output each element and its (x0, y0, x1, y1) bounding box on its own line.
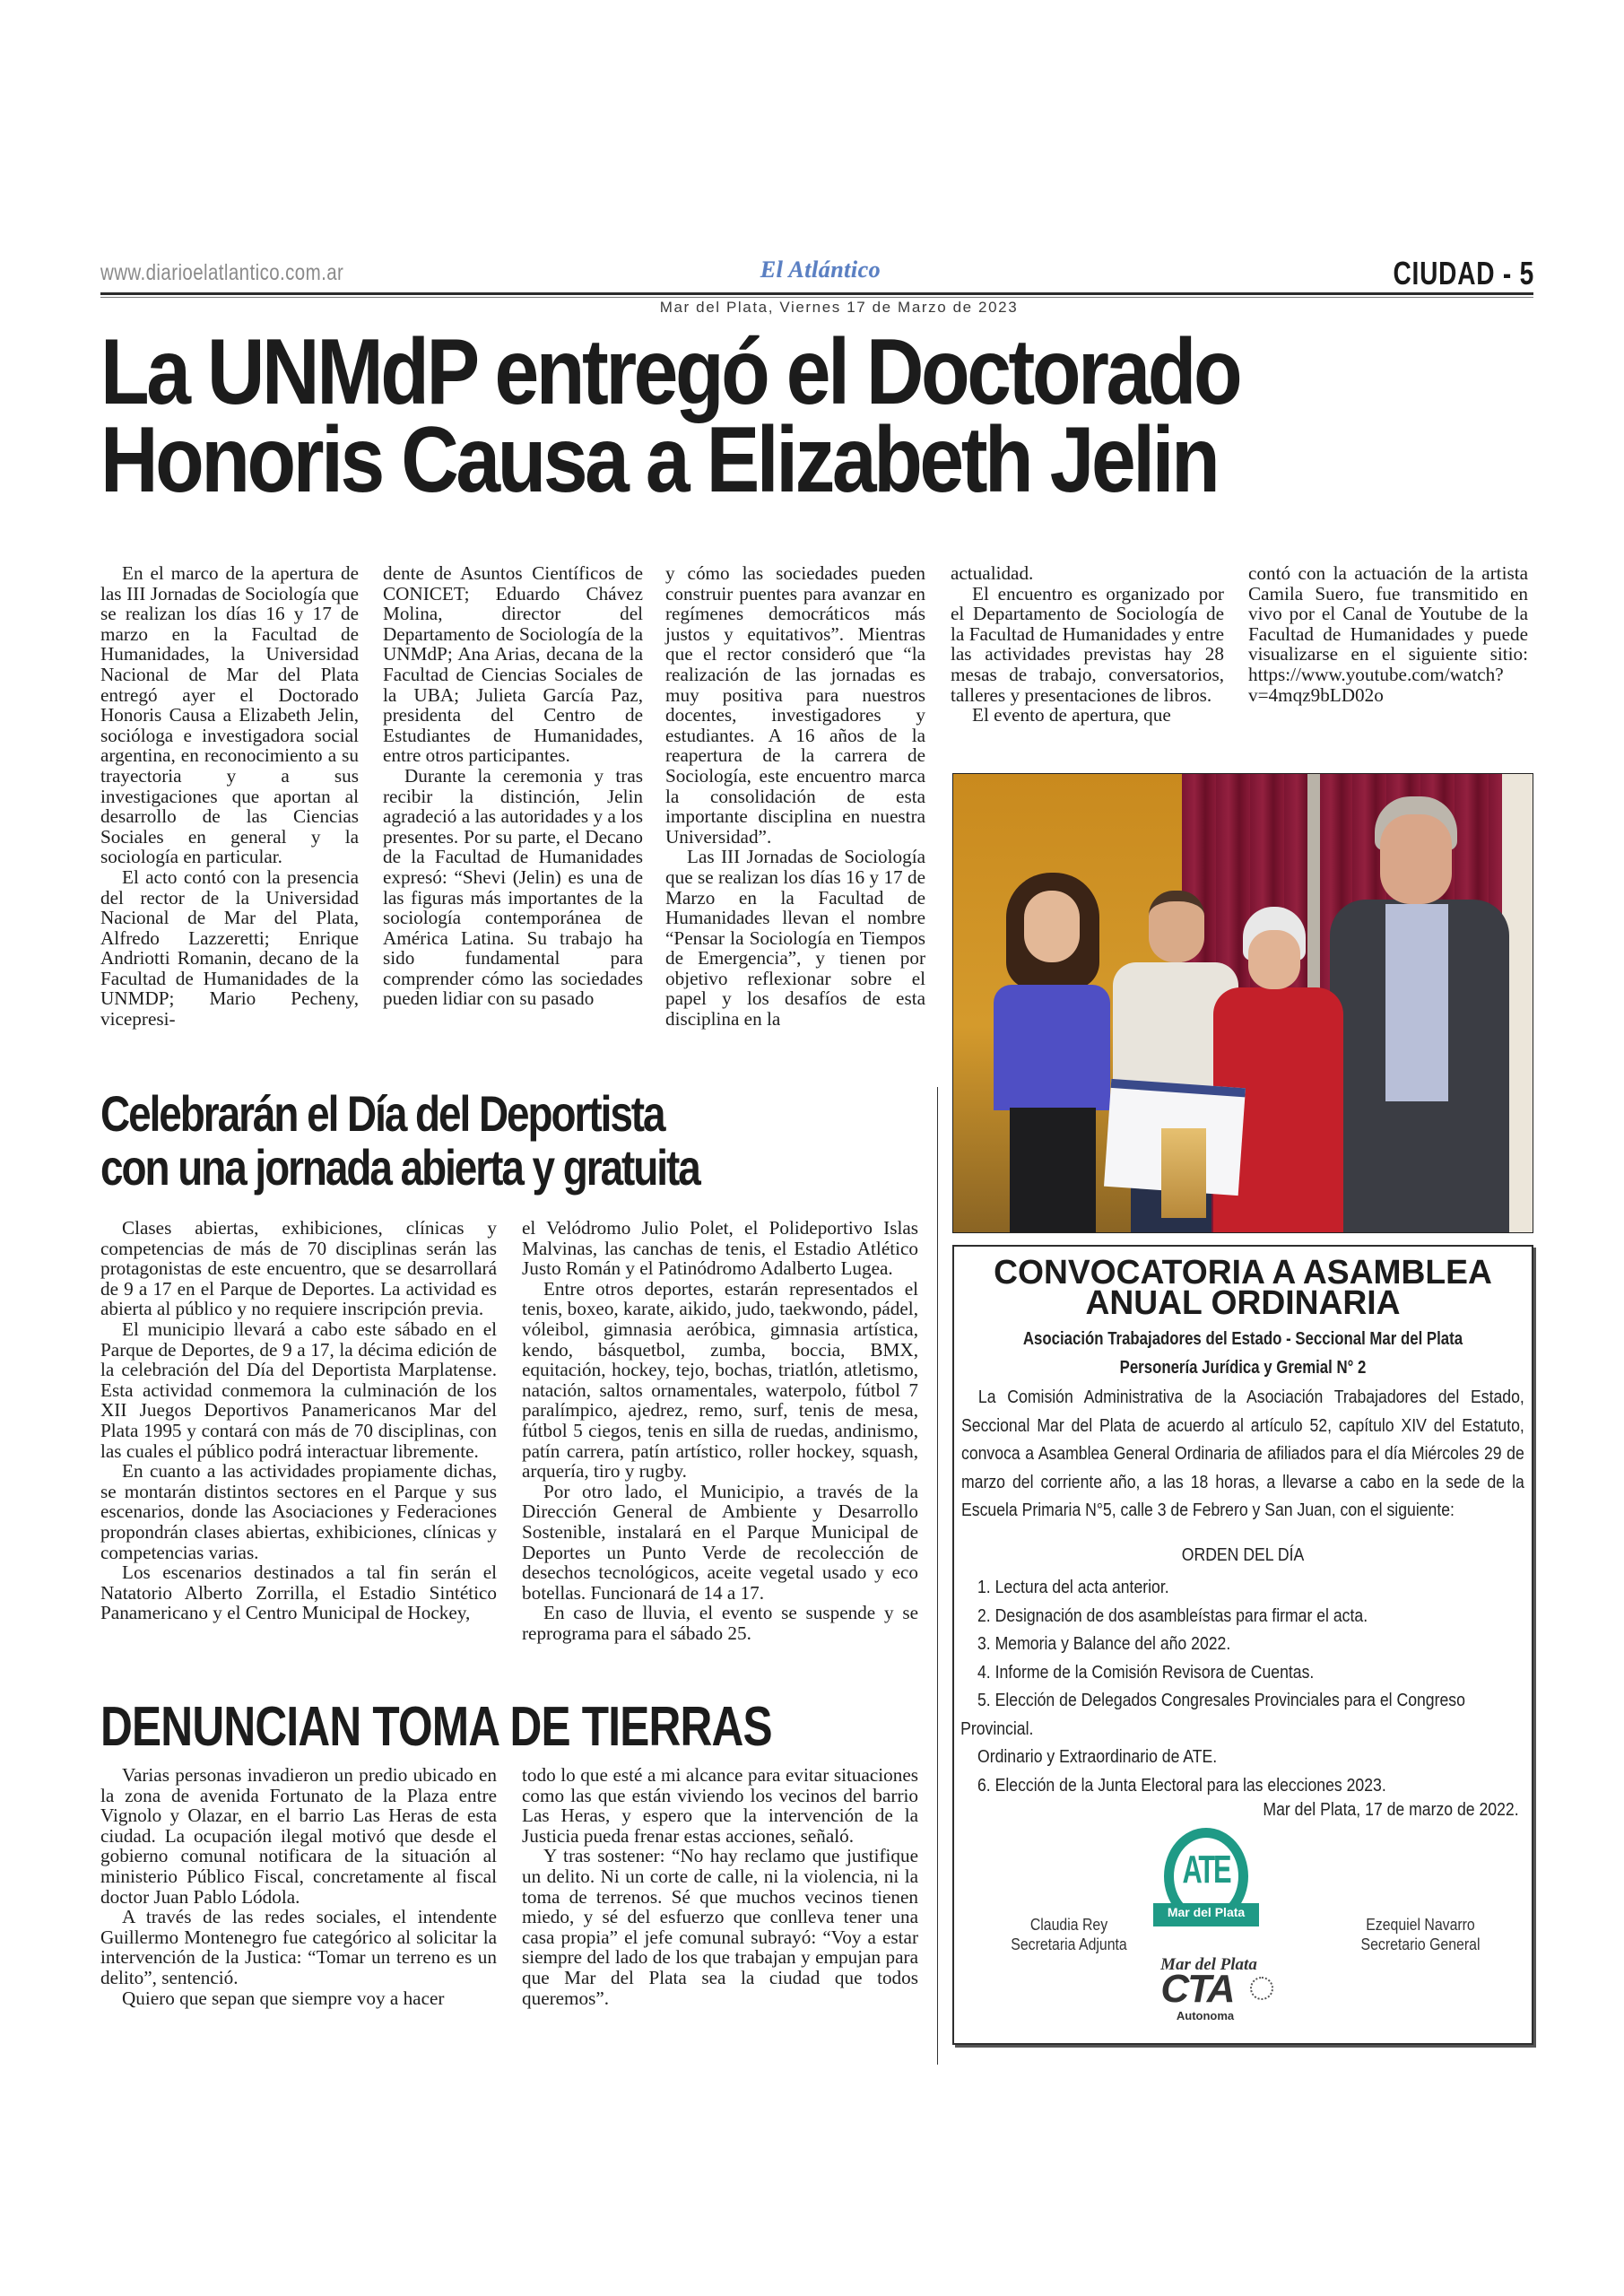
agenda-item-continuation: Ordinario y Extraordinario de ATE. (977, 1746, 1218, 1767)
photo-person-4 (1330, 796, 1509, 1233)
lead-article-column-5 (1248, 563, 1528, 705)
notice-date: Mar del Plata, 17 de marzo de 2022. (1263, 1799, 1519, 1820)
ate-logo-text: ATE (1182, 1848, 1230, 1892)
sports-headline (100, 1087, 806, 1195)
lead-article-column-3 (665, 563, 925, 1030)
photo-person-1 (994, 873, 1110, 1233)
paragraph: Clases abiertas, exhibiciones, clínicas y competencias de más de 70 disciplinas serán las protagonistas de este encuentro, que se desarrollará de 9 a 17 en el Parque de Deportes. La actividad es abierta al público y no requiere inscripción previa. (100, 1217, 497, 1320)
ate-logo-banner: Mar del Plata (1153, 1903, 1259, 1926)
lead-article-column-1 (100, 563, 359, 1030)
notice-body (961, 1383, 1524, 1525)
lead-headline-line1: La UNMdP entregó el Doctorado (100, 320, 1240, 424)
paragraph: El evento de apertura, que (972, 704, 1171, 726)
cta-logo-subtitle: Autonoma (1176, 2009, 1235, 2022)
header-rule (100, 292, 1533, 295)
notice-title-line2: ANUAL ORDINARIA (1085, 1284, 1401, 1322)
land-headline: DENUNCIAN TOMA DE TIERRAS (100, 1696, 772, 1758)
column-divider (937, 1087, 938, 2065)
sports-article-column-2 (522, 1218, 918, 1643)
paragraph: Por otro lado, el Municipio, a través de la Dirección General de Ambiente y Desarrollo Sostenible, instalará en el Parque Municipal de Deportes un Punto Verde de recolección de desechos tecnológicos, aceite vegetal usado y eco botellas. Funcionará de 14 a 17. (522, 1480, 918, 1604)
cta-logo-text: CTA (1160, 1967, 1234, 2011)
paragraph: actualidad. (951, 562, 1034, 584)
notice-paragraph: La Comisión Administrativa de la Asociación Trabajadores del Estado, Seccional Mar del Plata de acuerdo al artículo 52, capítulo XIV del Estatuto, convoca a Asamblea General Ordinaria de afiliados para el día Miércoles 29 de marzo del corriente año, a las 18 horas, a llevarse a cabo en la sede de la Escuela Primaria N°5, calle 3 de Febrero y San Juan, con el siguiente: (961, 1387, 1524, 1520)
agenda-item: 4. Informe de la Comisión Revisora de Cuentas. (977, 1661, 1315, 1683)
ceremony-photo (952, 773, 1533, 1233)
lead-headline (100, 320, 1334, 512)
paragraph: dente de Asuntos Científicos de CONICET; Eduardo Chávez Molina, director del Departamento de Sociología de la UNMdP; Ana Arias, decana de la Facultad de Ciencias Sociales de la UBA; Julieta García Paz, presidenta del Centro de Estudiantes de Humanidades, entre otros participantes. (383, 562, 643, 767)
photo-trophy (1161, 1128, 1206, 1218)
land-article-column-2 (522, 1765, 918, 2008)
sports-article-column-1 (100, 1218, 497, 1623)
cta-logo (1139, 1955, 1273, 2027)
paragraph: En caso de lluvia, el evento se suspende y se reprograma para el sábado 25. (522, 1602, 918, 1644)
paragraph: El acto contó con la presencia del rector de la Universidad Nacional de Mar del Plata, Alfredo Lazzeretti; Enrique Andriotti Romanin, decano de la Facultad de Humanidades de la UNMDP; Mario Pecheny, vicepresi- (100, 865, 359, 1031)
paragraph: Los escenarios destinados a tal fin serán el Natatorio Alberto Zorrilla, el Estadio Sintético Panamericano y el Centro Municipal de Hockey, (100, 1561, 497, 1624)
paragraph: En cuanto a las actividades propiamente dichas, se montarán distintos sectores en el Parque y sus escenarios, donde las Asociaciones y Federaciones propondrán clases abiertas, exhibiciones, clínicas y competencias varias. (100, 1460, 497, 1563)
sports-headline-line1: Celebrarán el Día del Deportista (100, 1085, 664, 1142)
newspaper-logo: El Atlántico (760, 257, 881, 283)
agenda-item: 2. Designación de dos asambleístas para firmar el acta. (977, 1605, 1368, 1626)
agenda-item: 3. Memoria y Balance del año 2022. (977, 1633, 1231, 1654)
paragraph: El encuentro es organizado por el Departamento de Sociología de la Facultad de Humanidades y entre las actividades previstas hay 28 mesas de trabajo, conversatorios, talleres y presentaciones de libros. (951, 582, 1224, 706)
signer-name: Ezequiel Navarro (1366, 1916, 1475, 1934)
ate-logo (1153, 1828, 1259, 1934)
paragraph: el Velódromo Julio Polet, el Polideportivo Islas Malvinas, las canchas de tenis, el Estadio Atlético Justo Román y el Patinódromo Adalberto Lugea. (522, 1217, 918, 1280)
paragraph: Las III Jornadas de Sociología que se realizan los días 16 y 17 de Marzo en la Facultad de Humanidades llevan el nombre “Pensar la Sociología en Tiempos de Emergencia”, y tienen por objetivo reflexionar sobre el papel y los desafíos de esta disciplina en la (665, 846, 925, 1031)
section-page-label: CIUDAD - 5 (1393, 255, 1534, 291)
paragraph: Entre otros deportes, estarán representados el tenis, boxeo, karate, aikido, judo, taekwondo, pádel, vóleibol, gimnasia aeróbica, gimnasia artística, kendo, básquetbol, zumba, boccia, BMX, equitación, hockey, tejo, bochas, triatlón, atletismo, natación, saltos ornamentales, waterpolo, fútbol 7 paralímpico, ajedrez, remo, surf, tenis de mesa, fútbol 5 ciegos, tenis en silla de ruedas, andinismo, patín carrera, patín artístico, roller hockey, squash, arquería, tiro y rugby. (522, 1277, 918, 1483)
agenda-item: 1. Lectura del acta anterior. (977, 1577, 1169, 1597)
paragraph: Durante la ceremonia y tras recibir la distinción, Jelin agradeció a las autoridades y a los presentes. Por su parte, el Decano de la Facultad de Humanidades expresó: “Shevi (Jelin) es una de las figuras más importantes de la sociología contemporánea de América Latina. Su trabajo ha sido fundamental para comprender cómo las sociedades pueden lidiar con su pasado (383, 764, 643, 1010)
assembly-notice (952, 1245, 1533, 2045)
lead-headline-line2: Honoris Causa a Elizabeth Jelin (100, 408, 1218, 512)
agenda-title: ORDEN DEL DÍA (1181, 1544, 1305, 1565)
sun-icon (1250, 1977, 1273, 2000)
signature-right (1342, 1915, 1499, 1954)
agenda-item-continuation: Provincial. (960, 1718, 1034, 1739)
header-rule-thin (100, 297, 1533, 298)
paragraph: En el marco de la apertura de las III Jornadas de Sociología que se realizan los días 16 y 17 de marzo en la Facultad de Humanidades, la Universidad Nacional de Mar del Plata entregó ayer el Doctorado Honoris Causa a Elizabeth Jelin, socióloga e investigadora social argentina, en reconocimiento a su trayectoria y a sus investigaciones que aportan al desarrollo de las Ciencias Sociales en general y la sociología en particular. (100, 562, 359, 868)
paragraph: todo lo que esté a mi alcance para evitar situaciones como las que están viviendo los vecinos del barrio Las Heras, y espero que la intervención de la Justicia pueda frenar estas acciones, señaló. (522, 1764, 918, 1847)
paragraph: y cómo las sociedades pueden construir puentes para avanzar en regímenes democráticos más justos y equitativos”. Mientras que el rector consideró que “la realización de las jornadas es muy positiva para nuestros docentes, investigadores y estudiantes. A 16 años de la reapertura de la carrera de Sociología, este encuentro marca la consolidación de esta importante disciplina en nuestra Universidad”. (665, 562, 925, 848)
signer-role: Secretario General (1360, 1935, 1481, 1953)
land-article-column-1 (100, 1765, 497, 2008)
agenda-item: 5. Elección de Delegados Congresales Provinciales para el Congreso (977, 1690, 1465, 1710)
dateline: Mar del Plata, Viernes 17 de Marzo de 2023 (659, 299, 1019, 316)
notice-title-line1: CONVOCATORIA A ASAMBLEA (994, 1254, 1492, 1292)
agenda-list (960, 1573, 1541, 1799)
paragraph: Quiero que sepan que siempre voy a hacer (122, 1987, 445, 2009)
notice-legal-status: Personería Jurídica y Gremial N° 2 (1119, 1358, 1367, 1378)
site-url: www.diarioelatlantico.com.ar (100, 260, 344, 285)
signer-name: Claudia Rey (1029, 1916, 1108, 1934)
lead-article-column-4 (951, 563, 1224, 726)
lead-article-column-2 (383, 563, 643, 1009)
agenda-item: 6. Elección de la Junta Electoral para las elecciones 2023. (977, 1774, 1386, 1796)
paragraph: contó con la actuación de la artista Camila Suero, fue transmitido en vivo por el Canal de Youtube de la Facultad de Humanidades y puede visualizarse en el siguiente sitio: https://www.youtube.com/watch?v=4mqz9bLD02o (1248, 562, 1528, 706)
paragraph: Y tras sostener: “No hay reclamo que justifique un delito. Ni un corte de calle, ni la violencia, ni la toma de terrenos. Sé que muchos vecinos tienen miedo, y sé del esfuerzo que conlleva tener una casa propia” el jefe comunal subrayó: “Voy a estar siempre del lado de los que trabajan y empujan para que Mar del Plata sea la ciudad que todos queremos”. (522, 1845, 918, 2009)
signature-left (990, 1915, 1148, 1954)
sports-headline-line2: con una jornada abierta y gratuita (100, 1139, 699, 1196)
signer-role: Secretaria Adjunta (1011, 1935, 1127, 1953)
paragraph: El municipio llevará a cabo este sábado en el Parque de Deportes, de 9 a 17, la décima edición de la celebración del Día del Deportista Marplatense. Esta actividad conmemora la culminación de los XII Juegos Deportivos Panamericanos Mar del Plata 1995 y contará con más de 70 disciplinas, con las cuales el público podrá interactuar libremente. (100, 1318, 497, 1462)
paragraph: A través de las redes sociales, el intendente Guillermo Montenegro fue categórico al solicitar la intervención de la Justica: “Tomar un terreno es un delito”, sentenció. (100, 1906, 497, 1988)
cta-logo-city: Mar del Plata (1160, 1955, 1257, 1974)
paragraph: Varias personas invadieron un predio ubicado en la zona de avenida Fortunato de la Plaza entre Vignolo y Olazar, en el barrio Las Heras de esta ciudad. La ocupación ilegal motivó que desde el gobierno comunal notificara de la situación al ministerio Público Fiscal, concretamente al fiscal doctor Juan Pablo Lódola. (100, 1764, 497, 1908)
notice-organization: Asociación Trabajadores del Estado - Seccional Mar del Plata (1022, 1329, 1463, 1349)
notice-title (960, 1254, 1525, 1322)
